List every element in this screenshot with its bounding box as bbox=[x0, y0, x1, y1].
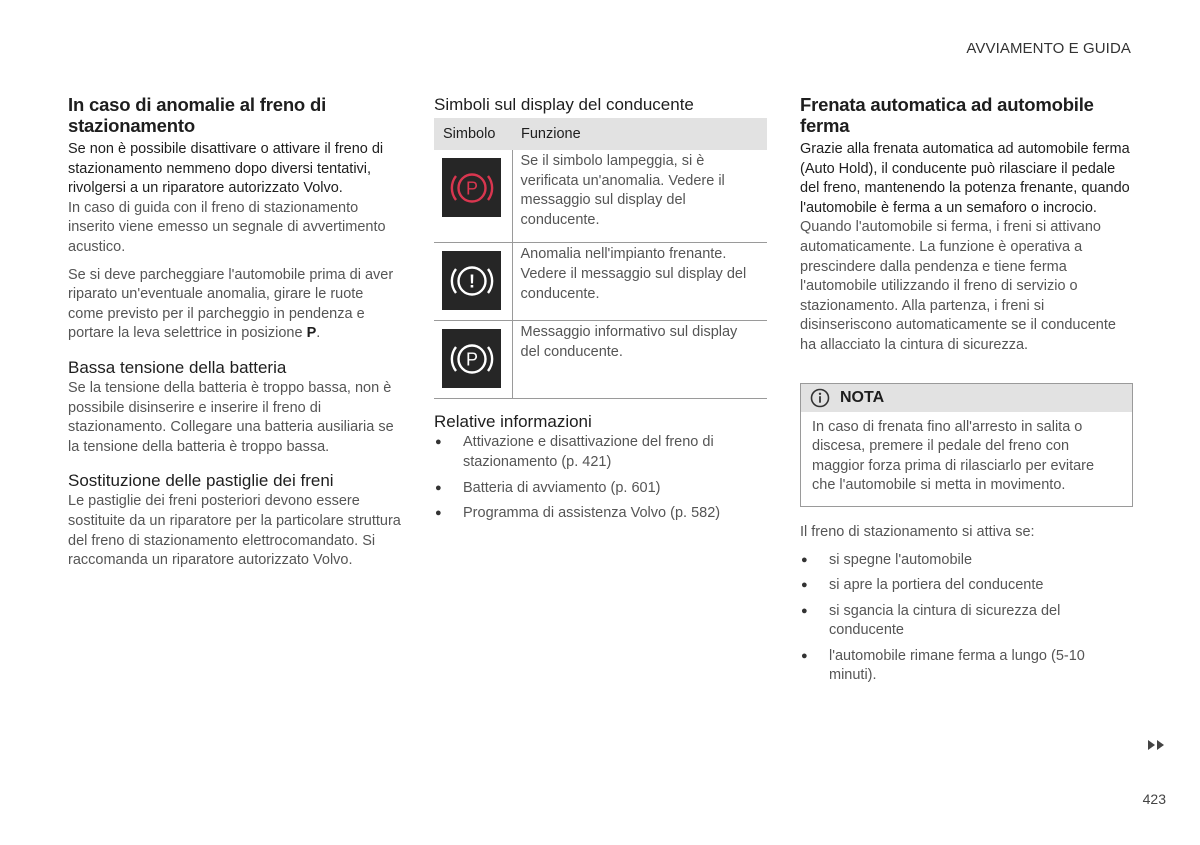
symbol-cell bbox=[434, 243, 512, 321]
header-symbol: Simbolo bbox=[434, 118, 512, 150]
paragraph-acoustic-warning: In caso di guida con il freno di stazionamento inserito viene emesso un segnale di avvertimento acustico. bbox=[68, 199, 386, 255]
table-header-row bbox=[434, 118, 767, 150]
table-row bbox=[434, 321, 767, 399]
list-item: ● l'automobile rimane ferma a lungo (5-10 minuti). bbox=[800, 647, 1133, 686]
paragraph-contact-workshop: Se non è possibile disattivare o attivare il freno di stazionamento nemmeno dopo diversi tentativi, rivolgersi a un riparatore autorizzato Volvo. bbox=[68, 141, 384, 197]
note-header bbox=[801, 384, 1132, 412]
paragraph-parking-brake-conditions: Il freno di stazionamento si attiva se: bbox=[800, 523, 1035, 540]
svg-text:P: P bbox=[465, 349, 478, 370]
symbols-table bbox=[434, 118, 767, 399]
page-number: 423 bbox=[1142, 791, 1166, 807]
svg-text:!: ! bbox=[468, 271, 475, 292]
parking-brake-red-icon bbox=[442, 158, 501, 217]
paragraph-auto-hold-intro: Grazie alla frenata automatica ad automobile ferma (Auto Hold), il conducente può rilasciare il pedale del freno, mantenendo la potenza frenante, quando l'automobile è ferma a un semaforo o incrocio. bbox=[800, 141, 1130, 216]
heading-related-info: Relative informazioni bbox=[434, 412, 592, 432]
symbol-cell bbox=[434, 150, 512, 243]
parking-advice-end: . bbox=[316, 325, 321, 342]
continue-arrows-icon bbox=[1148, 737, 1166, 755]
list-item: ● si spegne l'automobile bbox=[800, 551, 1133, 571]
note-text: In caso di frenata fino all'arresto in salita o discesa, premere il pedale del freno con maggior forza prima di rilasciarlo per evitare che l'automobile si metta in movimento. bbox=[812, 418, 1095, 494]
parking-brake-white-icon bbox=[442, 329, 501, 388]
heading-display-symbols: Simboli sul display del conducente bbox=[434, 95, 694, 114]
function-text: Se il simbolo lampeggia, si è verificata un'anomalia. Vedere il messaggio sul display del conducente. bbox=[512, 150, 767, 243]
symbol-cell bbox=[434, 321, 512, 399]
column-left bbox=[68, 94, 402, 571]
section-header: AVVIAMENTO E GUIDA bbox=[966, 40, 1131, 57]
table-row bbox=[434, 150, 767, 243]
table-row bbox=[434, 243, 767, 321]
parking-advice-text: Se si deve parcheggiare l'automobile prima di aver riparato un'eventuale anomalia, girare le ruote come previsto per il parcheggio in pendenza e portare la leva selettrice in posizione bbox=[68, 266, 394, 342]
list-item: ● si apre la portiera del conducente bbox=[800, 576, 1133, 596]
related-list bbox=[434, 433, 767, 523]
gear-position-p: P bbox=[306, 325, 317, 342]
related-link-battery[interactable]: ● Batteria di avviamento (p. 601) bbox=[434, 479, 767, 499]
header-function: Funzione bbox=[512, 118, 767, 150]
related-link-service-program[interactable]: ● Programma di assistenza Volvo (p. 582) bbox=[434, 504, 767, 524]
brake-warning-icon bbox=[442, 251, 501, 310]
column-right bbox=[800, 94, 1133, 692]
heading-auto-hold: Frenata automatica ad automobile ferma bbox=[800, 94, 1094, 136]
function-text: Anomalia nell'impianto frenante. Vedere il messaggio sul display del conducente. bbox=[512, 243, 767, 321]
related-link-parking-brake[interactable]: ● Attivazione e disattivazione del freno di stazionamento (p. 421) bbox=[434, 433, 767, 472]
heading-brake-pads: Sostituzione delle pastiglie dei freni bbox=[68, 471, 334, 491]
note-title: NOTA bbox=[840, 388, 885, 406]
conditions-list bbox=[800, 551, 1133, 687]
info-icon bbox=[810, 388, 830, 408]
heading-low-battery: Bassa tensione della batteria bbox=[68, 357, 287, 377]
paragraph-low-battery: Se la tensione della batteria è troppo bassa, non è possibile disinserire e inserire il freno di stazionamento. Collegare una batteria ausiliaria se la tensione della batteria è troppo bassa. bbox=[68, 379, 394, 455]
column-middle bbox=[434, 94, 767, 530]
paragraph-brake-pads: Le pastiglie dei freni posteriori devono essere sostituite da un riparatore per la particolare struttura del freno di stazionamento elettrocomandato. Si raccomanda un riparatore autorizzato Volvo. bbox=[68, 493, 401, 569]
heading-parking-brake-faults: In caso di anomalie al freno di stazionamento bbox=[68, 94, 327, 136]
paragraph-auto-hold-detail: Quando l'automobile si ferma, i freni si attivano automaticamente. La funzione è operativa a prescindere dalla pendenza e tiene ferma l'automobile utilizzando il freno di servizio o stazionamento. Alla partenza, i freni si disinseriscono automaticamente se il conducente ha allacciato la cintura di sicurezza. bbox=[800, 219, 1116, 353]
note-box bbox=[800, 383, 1133, 507]
function-text: Messaggio informativo sul display del conducente. bbox=[512, 321, 767, 399]
svg-text:P: P bbox=[465, 178, 478, 198]
list-item: ● si sgancia la cintura di sicurezza del conducente bbox=[800, 602, 1133, 641]
paragraph-parking-advice bbox=[68, 266, 402, 344]
